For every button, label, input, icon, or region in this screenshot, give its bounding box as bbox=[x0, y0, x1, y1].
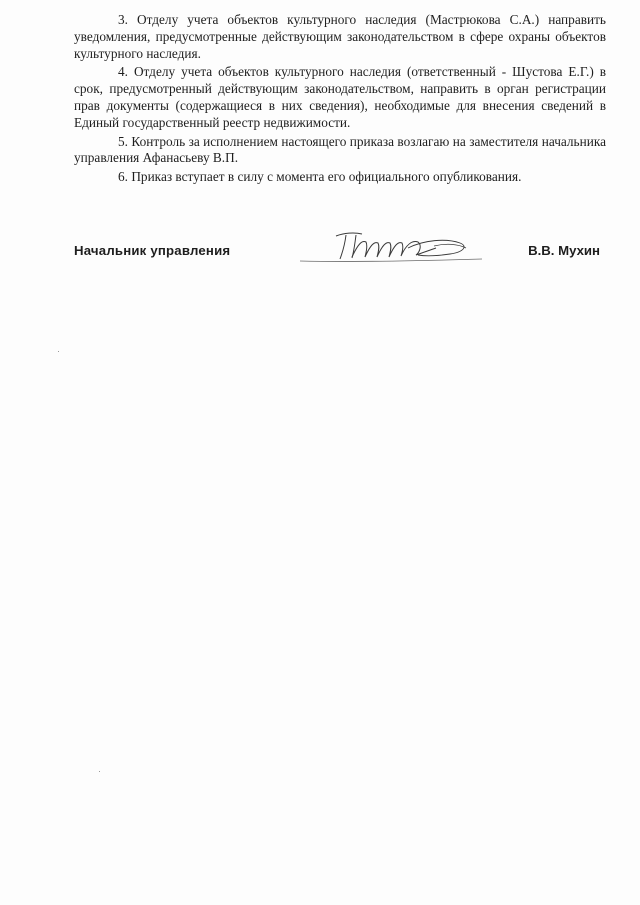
scan-speck bbox=[58, 351, 59, 352]
paragraph-6 bbox=[74, 169, 606, 186]
paragraph-text: Контроль за исполнением настоящего приказа возлагаю на заместителя начальника управления Афанасьеву В.П. bbox=[74, 133, 606, 166]
paragraph-number: 4. bbox=[118, 64, 128, 80]
paragraph-number: 5. bbox=[118, 133, 128, 149]
paragraph-text: Отделу учета объектов культурного наследия (ответственный - Шустова Е.Г.) в срок, предусмотренный действующим законодательством, направить в орган регистрации прав документы (содержащиеся в них сведения), необходимые для внесения сведений в Единый государственный реестр недвижимости. bbox=[74, 64, 606, 130]
paragraph-number: 3. bbox=[118, 12, 128, 27]
paragraph-4 bbox=[74, 64, 606, 131]
document-body bbox=[74, 12, 606, 188]
signatory-title: Начальник управления bbox=[74, 243, 231, 258]
paragraph-5 bbox=[74, 134, 606, 168]
signatory-name: В.В. Мухин bbox=[528, 243, 600, 258]
signature-block bbox=[74, 226, 606, 266]
scan-speck bbox=[99, 771, 100, 772]
paragraph-3 bbox=[74, 12, 606, 62]
paragraph-text: Отделу учета объектов культурного наследия (Мастрюкова С.А.) направить уведомления, предусмотренные действующим законодательством в сфере охраны объектов культурного наследия. bbox=[74, 12, 606, 61]
handwritten-signature bbox=[296, 226, 486, 266]
paragraph-text: Приказ вступает в силу с момента его официального опубликования. bbox=[131, 169, 522, 185]
paragraph-number: 6. bbox=[118, 169, 128, 185]
